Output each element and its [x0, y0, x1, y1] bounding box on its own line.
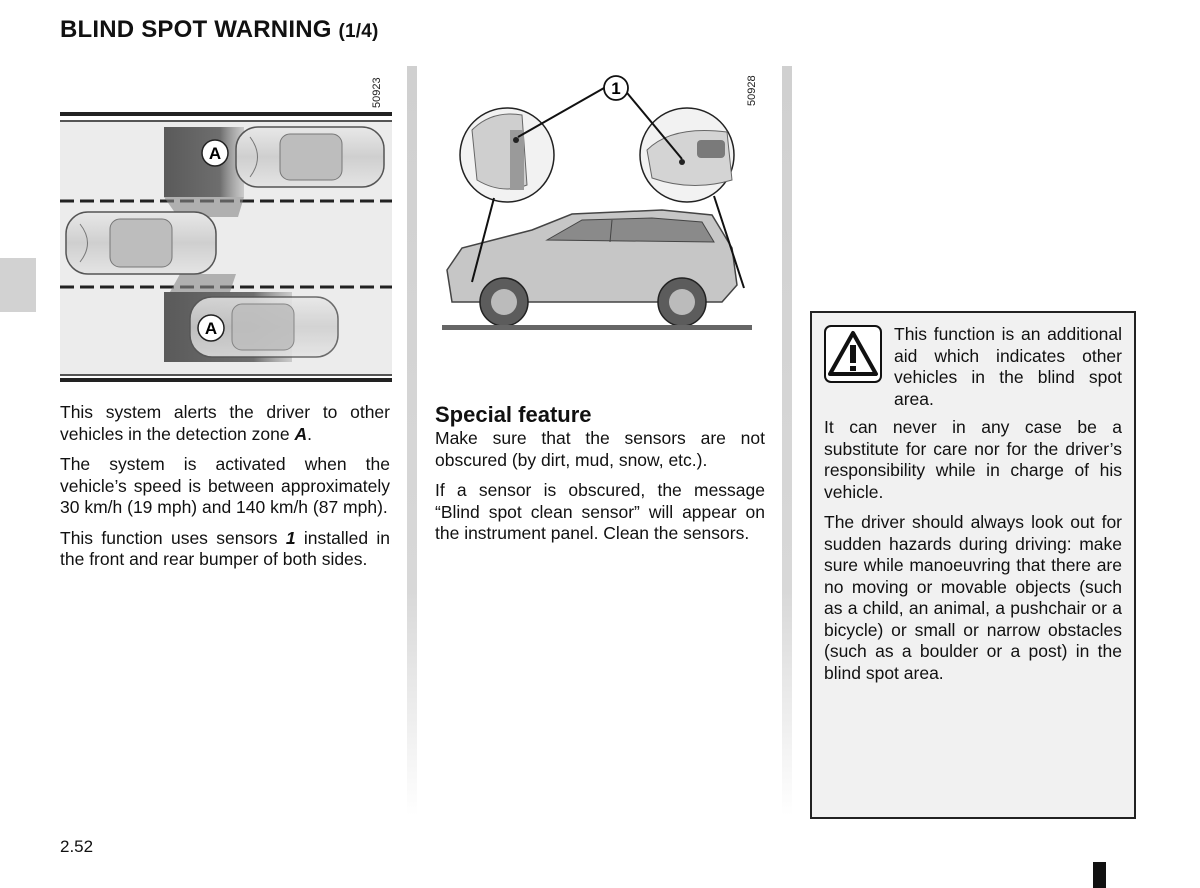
zone-reference: A — [294, 423, 308, 444]
page-title — [60, 16, 379, 44]
sensor-reference: 1 — [285, 527, 296, 548]
left-column-text — [60, 402, 390, 580]
sensor-location-figure — [432, 70, 762, 340]
svg-text:1: 1 — [611, 79, 621, 98]
detail-front-sensor — [640, 108, 734, 202]
zone-label-top — [202, 140, 228, 166]
page-number: 2.52 — [60, 837, 94, 856]
detail-rear-sensor — [460, 108, 554, 202]
svg-text:A: A — [204, 319, 218, 338]
column-divider-right — [782, 66, 792, 816]
special-feature-heading: Special feature — [435, 402, 592, 427]
zone-description-paragraph — [60, 402, 390, 445]
obscured-sensor-paragraph: If a sensor is obscured, the message “Blind spot clean sensor” will appear on the instrument panel. Clean the sensors. — [435, 480, 765, 543]
sensor-callout-1 — [604, 76, 628, 100]
warning-paragraph-hazards: The driver should always look out for sudden hazards during driving: make sure while manoeuvring that there are no moving or movable objects (such as a child, an animal, a pushchair or a bicycle) or small or narrow obstacles (such as a boulder or a post) in the blind spot area. — [824, 512, 1122, 683]
suv-side-view — [442, 210, 752, 330]
text-run: installed in the front and rear bumper of both sides. — [60, 527, 390, 569]
section-tab-marker — [0, 258, 36, 312]
sensor-location-paragraph — [60, 528, 390, 571]
car-middle-lane — [66, 212, 216, 274]
svg-text:A: A — [208, 144, 222, 163]
warning-body — [824, 417, 1122, 693]
sensor-clean-paragraph: Make sure that the sensors are not obscured (by dirt, mud, snow, etc.). — [435, 428, 765, 470]
car-top-lane — [236, 127, 384, 187]
blind-spot-road-figure — [60, 112, 392, 382]
detection-zone-top — [164, 127, 244, 217]
text-run: . — [307, 423, 312, 444]
warning-box — [810, 311, 1136, 819]
text-run: This function uses sensors — [60, 527, 286, 548]
column-divider-left — [407, 66, 417, 816]
center-column-text — [435, 402, 765, 554]
figure-reference-center: 50928 — [746, 75, 758, 106]
page-edge-marker — [1093, 862, 1106, 888]
warning-paragraph-responsibility: It can never in any case be a substitute for care nor for the driver’s responsibility while in charge of his vehicle. — [824, 417, 1122, 502]
zone-label-bottom — [198, 315, 224, 341]
page-part-indicator: (1/4) — [338, 21, 379, 42]
text-run: This system alerts the driver to other vehicles in the detection zone — [60, 402, 390, 444]
figure-reference-left: 50923 — [371, 77, 383, 108]
page-title-text: BLIND SPOT WARNING — [60, 16, 332, 43]
warning-intro: This function is an additional aid which indicates other vehicles in the blind spot area. — [894, 324, 1122, 409]
warning-triangle-icon — [824, 325, 882, 383]
activation-speed-paragraph: The system is activated when the vehicle’s speed is between approximately 30 km/h (19 mph) and 140 km/h (87 mph). — [60, 454, 390, 517]
